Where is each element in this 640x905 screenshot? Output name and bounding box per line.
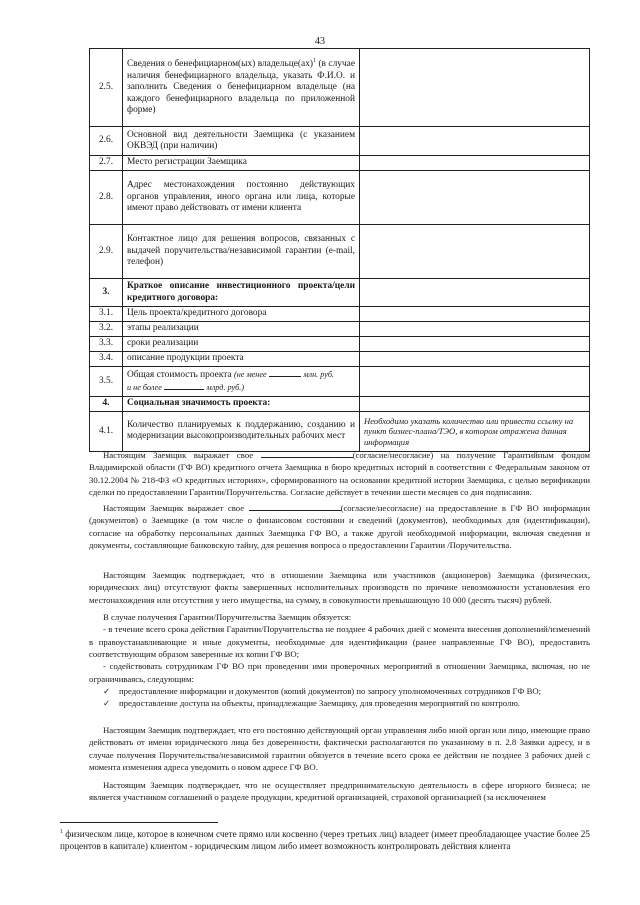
row-value[interactable] — [360, 322, 590, 337]
row-value[interactable] — [360, 171, 590, 225]
page-number: 43 — [315, 36, 325, 47]
row-number: 3.4. — [90, 352, 123, 367]
cost-min-blank[interactable] — [269, 368, 301, 377]
row-value[interactable] — [360, 127, 590, 156]
cost-max-blank[interactable] — [164, 381, 204, 390]
row-number: 3.1. — [90, 307, 123, 322]
row-label: Адрес местонахождения постоянно действующих органов управления, иного органа или лица, которые имеют право действовать от имени клиента — [123, 171, 360, 225]
row-label: Сведения о бенефициарном(ых) владельце(ах)$^1$ (в случае наличия бенефициарного владельца, указать Ф.И.О. и заполнить Сведения о бенефициарном владельце (на каждого бенефициарного владельца по приложенной форме) — [123, 49, 360, 127]
footnote: $^1$ физическом лице, которое в конечном счете прямо или косвенно (через третьих лиц) владеет (имеет преобладающее участие более 25 процентов в капитале) клиентом - юридическим лицом либо имеет возможность контролировать действия клиента — [60, 829, 590, 852]
footnote-mark: 1 — [313, 58, 316, 65]
row-label: Количество планируемых к поддержанию, созданию и модернизации высокопроизводительных рабочих мест — [123, 411, 360, 451]
table-row — [90, 49, 590, 127]
row-number: 2.9. — [90, 225, 123, 279]
consent-credit-report: Настоящим Заемщик выражает свое (согласие/несогласие) на получение Гарантийным фондом Владимирской области (ГФ ВО) кредитного отчета Заемщика в бюро кредитных историй в соответствии с Федеральным законом от 30.12.2004 № 218-ФЗ «О кредитных историях», сформированного на основании кредитной истории Заемщика, с целью верификации сделки по предоставлении Гарантии/Поручительства. Согласие действует в течении шести месяцев со дня подписания. — [89, 450, 591, 498]
table-row — [90, 171, 590, 225]
table-row — [90, 307, 590, 322]
row-number: 4.1. — [90, 411, 123, 451]
table-row — [90, 156, 590, 171]
row-number: 3.3. — [90, 337, 123, 352]
check-item: ✓ предоставление информации и документов (копий документов) по запросу уполномоченных сотрудников ГФ ВО; — [103, 686, 542, 697]
row-label: этапы реализации — [123, 322, 360, 337]
row-value[interactable] — [360, 396, 590, 411]
row-label: Социальная значимость проекта: — [123, 396, 360, 411]
row-number: 2.5. — [90, 49, 123, 127]
row-label: Общая стоимость проекта (не менее млн. руб. и не более млрд. руб.) — [123, 367, 360, 397]
table-row — [90, 127, 590, 156]
application-table — [89, 48, 590, 452]
table-row — [90, 396, 590, 411]
row-number: 3.2. — [90, 322, 123, 337]
confirmation-enforcement: Настоящим Заемщик подтверждает, что в отношении Заемщика или участников (акционеров) Заемщика (физических, юридических лиц) отсутствуют факты завершенных исполнительных производств по причине невозможности установления его местонахождения или отсутствия у него имущества, на сумму, в совокупности превышающую 10 000 (десять тысяч) рублей. — [89, 570, 590, 605]
obligations-intro: В случае получения Гарантии/Поручительства Заемщик обязуется: — [103, 612, 352, 622]
check-item: ✓ предоставление доступа на объекты, принадлежащие Заемщику, для проведения мероприятий по контролю. — [103, 698, 520, 709]
table-row — [90, 337, 590, 352]
row-value[interactable] — [360, 337, 590, 352]
obligations-block — [89, 611, 590, 710]
table-row — [90, 367, 590, 397]
consent2-blank[interactable] — [249, 502, 341, 511]
row-value[interactable] — [360, 225, 590, 279]
row-label: Место регистрации Заемщика — [123, 156, 360, 171]
row-label: Цель проекта/кредитного договора — [123, 307, 360, 322]
footnote-divider — [60, 822, 218, 823]
row-label: описание продукции проекта — [123, 352, 360, 367]
row-number: 4. — [90, 396, 123, 411]
obligation-item: - в течение всего срока действия Гарантии/Поручительства не позднее 4 рабочих дней с момента внесения дополнений/изменений в правоустанавливающие и иные документы, необходимые для идентификации (ранее направленные ГФ ВО), предоставить соответствующим образом заверенные их копии ГФ ВО; — [89, 624, 590, 660]
row-label: Основной вид деятельности Заемщика (с указанием ОКВЭД (при наличии) — [123, 127, 360, 156]
row-number: 3. — [90, 279, 123, 307]
row-value[interactable] — [360, 49, 590, 127]
confirmation-address: Настоящим Заемщик подтверждает, что его постоянно действующий орган управления либо иной орган или лицо, имеющие право действовать от имени юридического лица без доверенности, фактически располагаются по указанному в п. 2.8 Заявки адресу, и в случае получения Поручительства/независимой гарантии обязуется в течение всего срока ее действия не позднее 3 рабочих дней с момента изменения адреса уведомить о новом адресе ГФ ВО. — [89, 725, 590, 773]
obligation-item: - содействовать сотрудникам ГФ ВО при проведении ими проверочных мероприятий в отношении Заемщика, включая, но не ограничиваясь, следующим: — [89, 661, 590, 684]
row-value[interactable] — [360, 307, 590, 322]
row-value[interactable] — [360, 279, 590, 307]
confirmation-business: Настоящим Заемщик подтверждает, что не осуществляет предпринимательскую деятельность в сфере игорного бизнеса; не является участником соглашений о разделе продукции, кредитной организацией, страховой организацией (за исключением — [89, 780, 590, 803]
row-label: Контактное лицо для решения вопросов, связанных с выдачей поручительства/независимой гарантии (e-mail, телефон) — [123, 225, 360, 279]
row-value[interactable] — [360, 367, 590, 397]
row-number: 2.6. — [90, 127, 123, 156]
consent1-blank[interactable] — [261, 449, 353, 458]
check-icon: ✓ — [103, 686, 111, 697]
table-row — [90, 352, 590, 367]
row-label: сроки реализации — [123, 337, 360, 352]
row-number: 2.7. — [90, 156, 123, 171]
check-icon: ✓ — [103, 698, 111, 709]
table-row — [90, 225, 590, 279]
consent-personal-data: Настоящим Заемщик выражает свое (согласие/несогласие) на предоставление в ГФ ВО информации (документов) о Заемщике (в том числе о финансовом состоянии и сведений (документов), необходимых для (идентификации), согласие на обработку персональных данных Заемщика ГФ ВО, а также другой необходимой информации, включая сведения и документы, составляющие банковскую тайну, для решения вопроса о предоставлении Гарантии /Поручительства. — [89, 503, 591, 551]
table-row — [90, 279, 590, 307]
table-row — [90, 411, 590, 451]
row-value-note: Необходимо указать количество или привести ссылку на пункт бизнес-плана/ТЭО, в котором отражена данная информация — [360, 411, 590, 451]
table-row — [90, 322, 590, 337]
row-label: Краткое описание инвестиционного проекта/цели кредитного договора: — [123, 279, 360, 307]
row-value[interactable] — [360, 156, 590, 171]
row-value[interactable] — [360, 352, 590, 367]
row-number: 2.8. — [90, 171, 123, 225]
row-number: 3.5. — [90, 367, 123, 397]
